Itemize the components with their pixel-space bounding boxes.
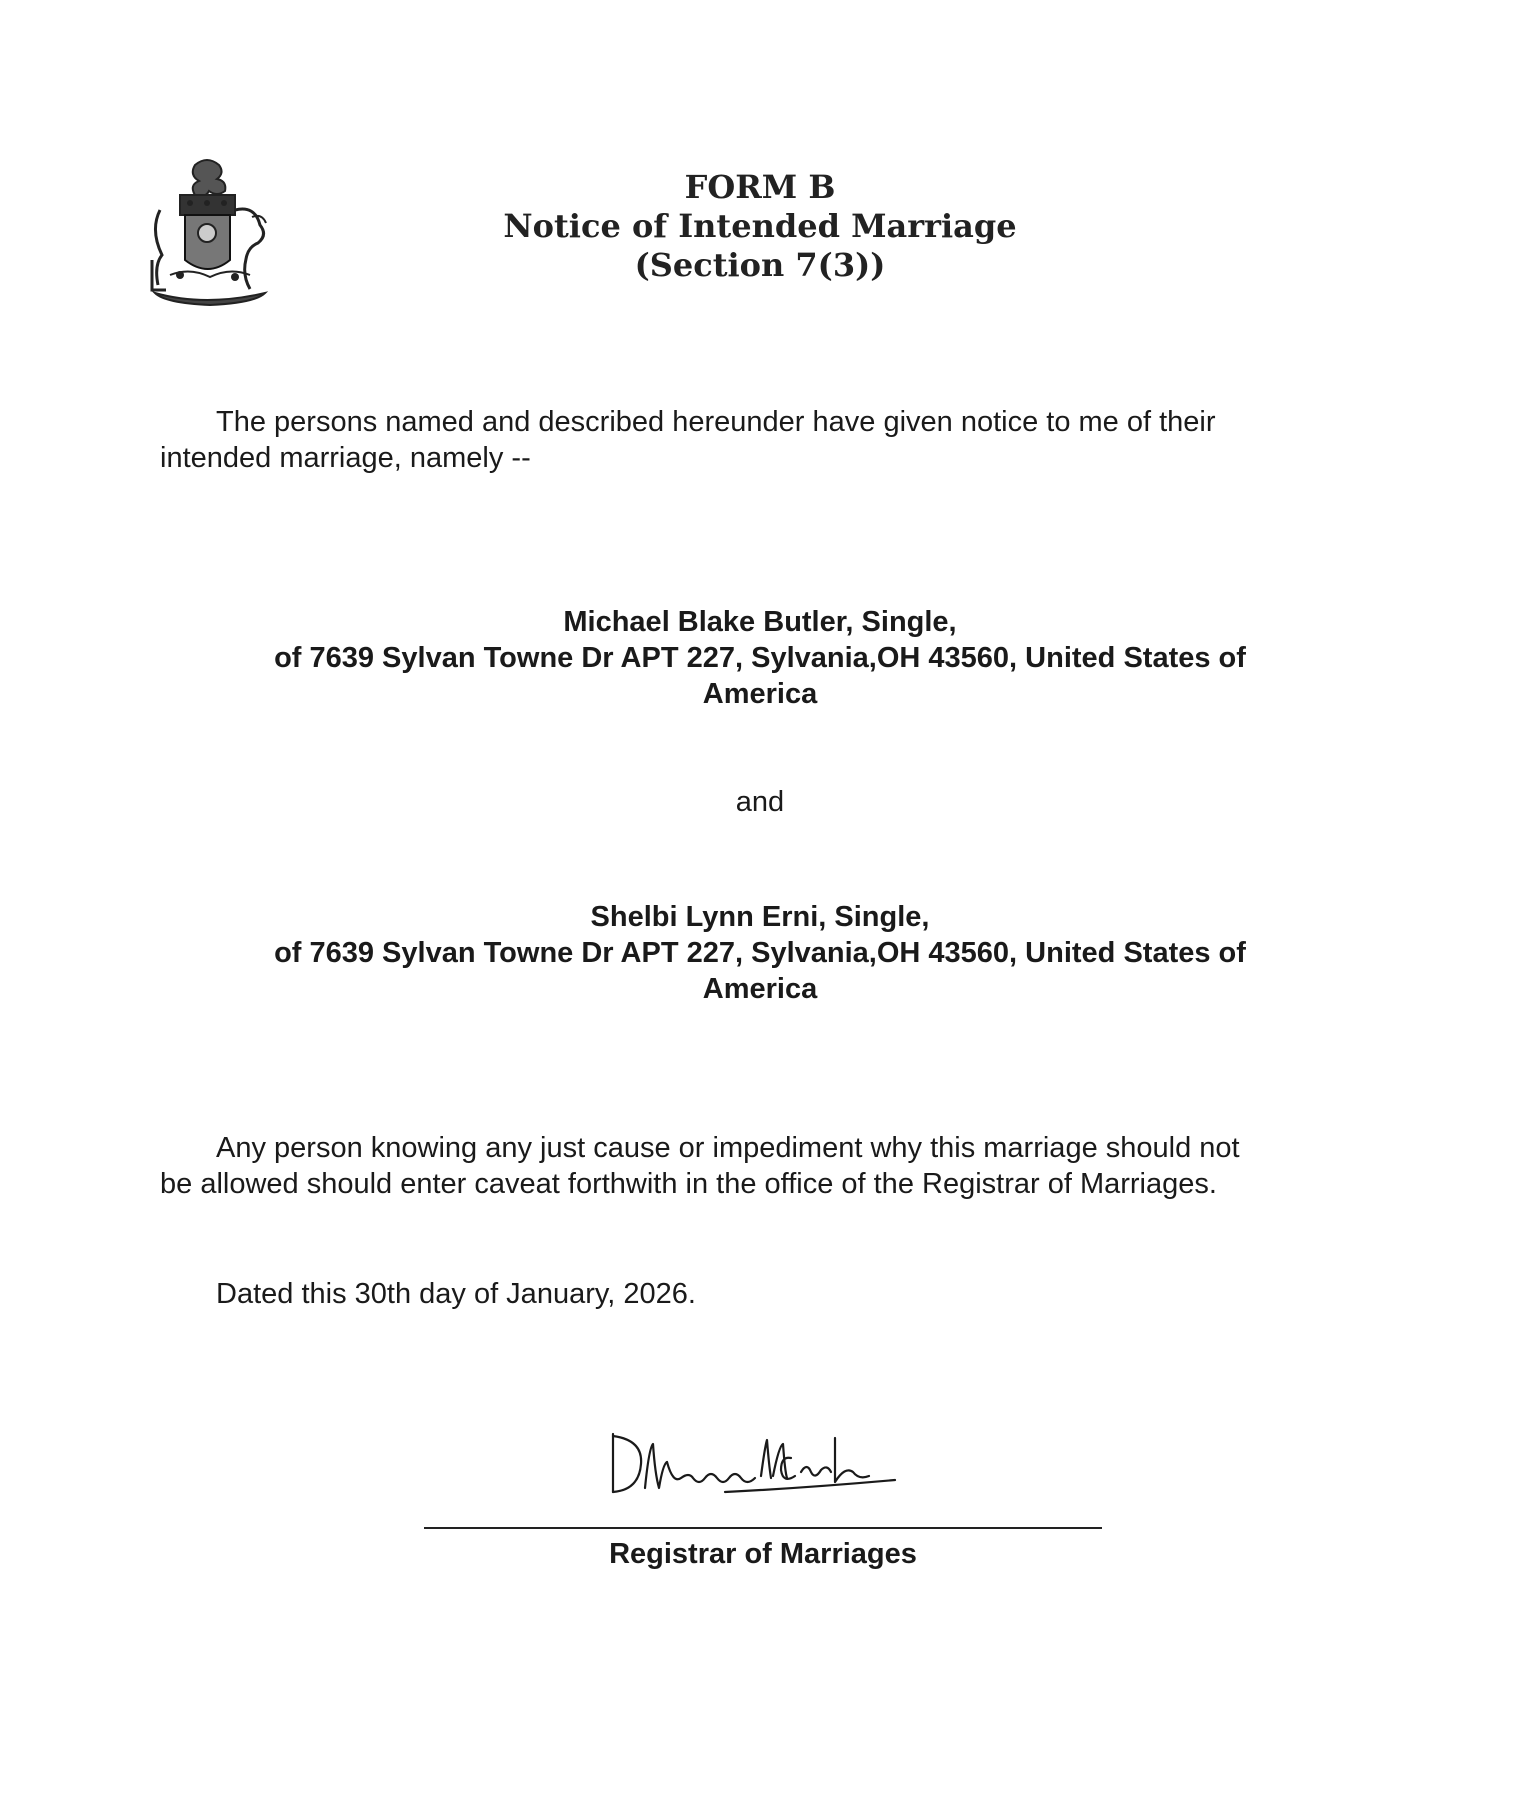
party-two-address-line-1: of 7639 Sylvan Towne Dr APT 227, Sylvania,OH 43560, United States of	[274, 937, 1246, 969]
party-two-address-line-2: America	[702, 973, 818, 1005]
party-one	[210, 604, 1310, 712]
party-one-address-line-1: of 7639 Sylvan Towne Dr APT 227, Sylvania,OH 43560, United States of	[274, 642, 1246, 674]
signature-line	[424, 1527, 1102, 1529]
form-header	[400, 168, 1120, 285]
handwritten-signature	[605, 1428, 925, 1500]
intro-line-2: intended marriage, namely --	[160, 442, 531, 474]
document-title: Notice of Intended Marriage	[503, 207, 1017, 245]
caveat-line-1: Any person knowing any just cause or impediment why this marriage should not	[216, 1132, 1240, 1164]
party-two	[210, 899, 1310, 1007]
conjunction-text: and	[735, 786, 785, 818]
signature-caption: Registrar of Marriages	[609, 1538, 917, 1570]
section-reference: (Section 7(3))	[634, 246, 886, 284]
caveat-paragraph	[160, 1130, 1360, 1202]
caveat-line-2: be allowed should enter caveat forthwith in the office of the Registrar of Marriages.	[160, 1168, 1217, 1200]
party-one-name: Michael Blake Butler, Single,	[563, 606, 957, 638]
dated-line: Dated this 30th day of January, 2026.	[216, 1278, 696, 1310]
party-one-address-line-2: America	[702, 678, 818, 710]
party-two-name: Shelbi Lynn Erni, Single,	[590, 901, 930, 933]
form-label: FORM B	[684, 168, 836, 206]
intro-paragraph	[160, 404, 1360, 476]
intro-line-1: The persons named and described hereunder have given notice to me of their	[216, 406, 1216, 438]
coat-of-arms-icon	[140, 155, 275, 310]
